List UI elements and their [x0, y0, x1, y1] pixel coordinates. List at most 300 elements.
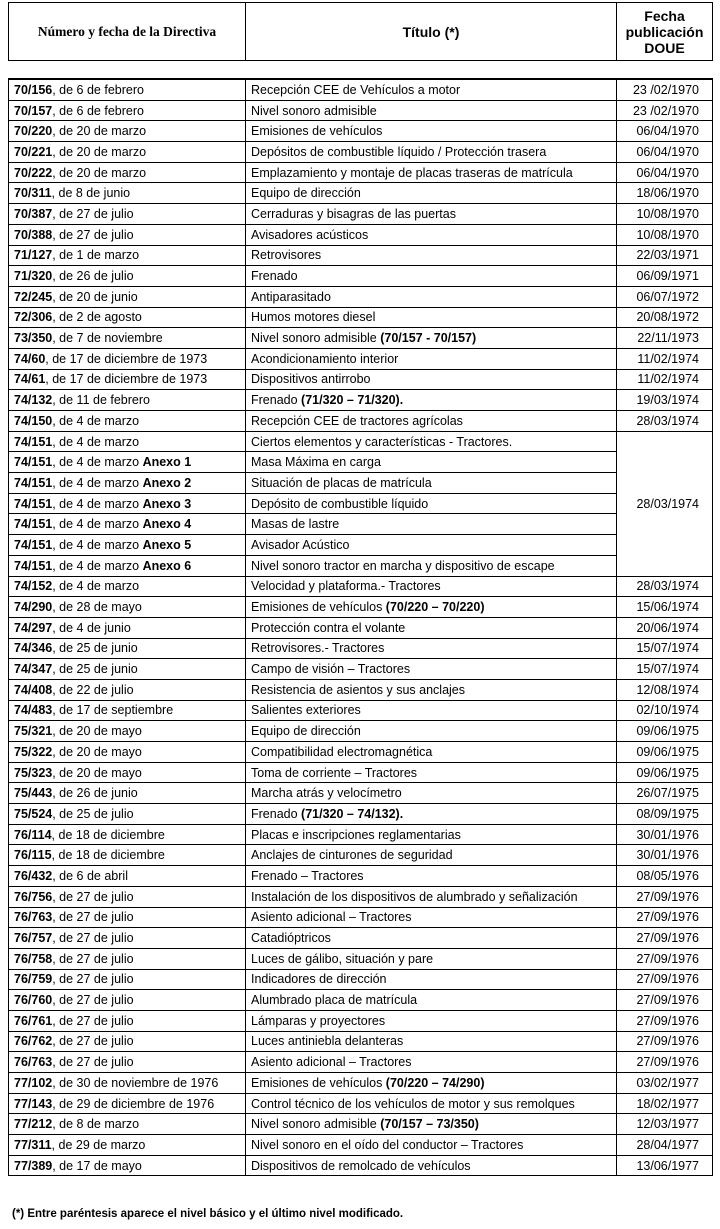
title-cell: [246, 245, 617, 266]
directive-anexo: Anexo 6: [142, 558, 192, 573]
directive-cell: [9, 638, 246, 659]
directive-number: 76/432: [14, 868, 53, 883]
title-cell: [246, 1114, 617, 1135]
publication-date: 28/03/1974: [617, 411, 713, 432]
title-text: Toma de corriente – Tractores: [251, 765, 418, 780]
directive-date-text: , de 6 de abril: [52, 868, 128, 883]
directive-cell: [9, 121, 246, 142]
title-cell: [246, 266, 617, 287]
title-cell: [246, 162, 617, 183]
title-text: Depósitos de combustible líquido / Protección trasera: [251, 144, 547, 159]
table-row: [9, 473, 713, 494]
directive-date-text: , de 29 de diciembre de 1976: [52, 1096, 215, 1111]
title-levels: (71/320 – 74/132).: [301, 806, 404, 821]
directives-table: [8, 78, 713, 1176]
title-text: Campo de visión – Tractores: [251, 662, 411, 677]
directive-date-text: , de 25 de junio: [52, 641, 138, 656]
title-cell: [246, 1155, 617, 1176]
directive-number: 74/61: [14, 372, 46, 387]
directive-date-text: , de 8 de junio: [51, 186, 131, 201]
directive-cell: [9, 721, 246, 742]
title-cell: [246, 576, 617, 597]
title-text: Dispositivos antirrobo: [251, 372, 371, 387]
table-row: [9, 286, 713, 307]
directive-number: 76/115: [14, 848, 52, 863]
directive-date-text: , de 27 de julio: [52, 1034, 134, 1049]
directive-date-text: , de 27 de julio: [52, 993, 134, 1008]
directive-cell: [9, 679, 246, 700]
directive-date-text: , de 18 de diciembre: [51, 827, 165, 842]
table-row: [9, 969, 713, 990]
title-cell: [246, 1031, 617, 1052]
directive-cell: [9, 473, 246, 494]
title-cell: [246, 535, 617, 556]
title-cell: [246, 783, 617, 804]
publication-date: 27/09/1976: [617, 990, 713, 1011]
directive-date-text: , de 27 de julio: [52, 1055, 134, 1070]
title-cell: [246, 555, 617, 576]
directive-date-text: , de 4 de marzo: [52, 475, 143, 490]
table-row: [9, 493, 713, 514]
directive-date-text: , de 27 de julio: [52, 1013, 134, 1028]
table-row: [9, 535, 713, 556]
title-cell: [246, 700, 617, 721]
title-cell: [246, 100, 617, 121]
directive-date-text: , de 4 de marzo: [52, 537, 143, 552]
directive-number: 71/127: [14, 248, 53, 263]
directive-cell: [9, 431, 246, 452]
title-cell: [246, 679, 617, 700]
table-row: [9, 617, 713, 638]
table-row: [9, 659, 713, 680]
table-row: [9, 245, 713, 266]
title-text: Dispositivos de remolcado de vehículos: [251, 1158, 471, 1173]
title-cell: [246, 121, 617, 142]
title-cell: [246, 1073, 617, 1094]
directive-cell: [9, 742, 246, 763]
title-text: Frenado: [251, 806, 302, 821]
title-cell: [246, 286, 617, 307]
directive-date-text: , de 17 de septiembre: [52, 703, 174, 718]
directive-number: 74/152: [14, 579, 53, 594]
directive-date-text: , de 26 de junio: [52, 786, 138, 801]
directive-date-text: , de 4 de junio: [52, 620, 131, 635]
directive-cell: [9, 142, 246, 163]
publication-date: 18/02/1977: [617, 1093, 713, 1114]
table-row: [9, 1073, 713, 1094]
title-cell: [246, 866, 617, 887]
directive-date-text: , de 4 de marzo: [52, 496, 143, 511]
title-text: Recepción CEE de Vehículos a motor: [251, 82, 461, 97]
title-text: Instalación de los dispositivos de alumbrado y señalización: [251, 889, 578, 904]
table-row: [9, 121, 713, 142]
table-row: [9, 1010, 713, 1031]
table-row: [9, 204, 713, 225]
publication-date: 18/06/1970: [617, 183, 713, 204]
directive-cell: [9, 617, 246, 638]
directive-number: 71/320: [14, 269, 53, 284]
directive-anexo: Anexo 3: [142, 496, 192, 511]
directive-date-text: , de 17 de diciembre de 1973: [45, 372, 208, 387]
directive-cell: [9, 266, 246, 287]
directive-cell: [9, 452, 246, 473]
table-row: [9, 1135, 713, 1156]
title-text: Acondicionamiento interior: [251, 351, 399, 366]
directive-number: 74/151: [14, 496, 53, 511]
publication-date: 23 /02/1970: [617, 100, 713, 121]
directive-cell: [9, 1010, 246, 1031]
table-row: [9, 804, 713, 825]
title-cell: [246, 824, 617, 845]
table-row: [9, 1114, 713, 1135]
directive-date-text: , de 11 de febrero: [52, 393, 150, 408]
directive-date-text: , de 20 de junio: [52, 289, 138, 304]
table-row: [9, 783, 713, 804]
directive-number: 70/221: [14, 144, 53, 159]
title-levels: (70/220 – 70/220): [385, 600, 485, 615]
title-cell: [246, 431, 617, 452]
directive-number: 74/151: [14, 434, 53, 449]
publication-date: 22/03/1971: [617, 245, 713, 266]
title-text: Equipo de dirección: [251, 724, 361, 739]
directive-date-text: , de 4 de marzo: [52, 579, 140, 594]
title-cell: [246, 1135, 617, 1156]
publication-date: 06/04/1970: [617, 121, 713, 142]
title-text: Masas de lastre: [251, 517, 340, 532]
directive-date-text: , de 4 de marzo: [52, 455, 143, 470]
directive-cell: [9, 886, 246, 907]
directive-cell: [9, 204, 246, 225]
directive-date-text: , de 17 de mayo: [52, 1158, 142, 1173]
directive-cell: [9, 845, 246, 866]
publication-date: 12/03/1977: [617, 1114, 713, 1135]
publication-date: 08/05/1976: [617, 866, 713, 887]
publication-date: 27/09/1976: [617, 948, 713, 969]
title-levels: (70/157 - 70/157): [380, 331, 477, 346]
directive-number: 70/387: [14, 206, 53, 221]
title-cell: [246, 721, 617, 742]
directive-number: 72/245: [14, 289, 53, 304]
title-cell: [246, 845, 617, 866]
directive-date-text: , de 7 de noviembre: [52, 331, 163, 346]
table-row: [9, 224, 713, 245]
title-cell: [246, 307, 617, 328]
directive-number: 72/306: [14, 310, 53, 325]
title-text: Nivel sonoro en el oído del conductor – Tractores: [251, 1137, 524, 1152]
title-text: Emisiones de vehículos: [251, 124, 383, 139]
title-text: Nivel sonoro admisible: [251, 331, 381, 346]
title-levels: (70/220 – 74/290): [385, 1075, 485, 1090]
title-text: Emplazamiento y montaje de placas traseras de matrícula: [251, 165, 573, 180]
directive-date-text: , de 20 de mayo: [52, 724, 142, 739]
directive-number: 70/157: [14, 103, 53, 118]
directive-number: 74/483: [14, 703, 53, 718]
directive-number: 76/756: [14, 889, 53, 904]
title-cell: [246, 617, 617, 638]
title-text: Retrovisores: [251, 248, 322, 263]
title-cell: [246, 452, 617, 473]
publication-date: 28/04/1977: [617, 1135, 713, 1156]
directive-number: 74/60: [14, 351, 46, 366]
table-row: [9, 948, 713, 969]
table-row: [9, 1052, 713, 1073]
title-text: Ciertos elementos y características - Tractores.: [251, 434, 513, 449]
directive-date-text: , de 6 de febrero: [52, 82, 144, 97]
publication-date: 09/06/1975: [617, 762, 713, 783]
table-row: [9, 555, 713, 576]
directive-date-text: , de 20 de mayo: [52, 765, 142, 780]
header-titulo: Título (*): [246, 3, 617, 61]
directive-cell: [9, 1073, 246, 1094]
table-row: [9, 100, 713, 121]
directive-number: 70/388: [14, 227, 53, 242]
table-row: [9, 824, 713, 845]
directive-cell: [9, 990, 246, 1011]
directive-date-text: , de 20 de marzo: [52, 124, 147, 139]
directive-cell: [9, 1114, 246, 1135]
title-cell: [246, 638, 617, 659]
directive-cell: [9, 514, 246, 535]
title-text: Humos motores diesel: [251, 310, 376, 325]
publication-date: 10/08/1970: [617, 224, 713, 245]
directive-cell: [9, 307, 246, 328]
directive-date-text: , de 30 de noviembre de 1976: [52, 1075, 219, 1090]
publication-date: 06/09/1971: [617, 266, 713, 287]
directive-date-text: , de 27 de julio: [52, 206, 134, 221]
title-cell: [246, 804, 617, 825]
directive-cell: [9, 907, 246, 928]
title-text: Frenado – Tractores: [251, 868, 364, 883]
table-row: [9, 79, 713, 100]
directive-number: 76/114: [14, 827, 52, 842]
directive-number: 75/524: [14, 806, 53, 821]
directive-cell: [9, 824, 246, 845]
directive-cell: [9, 597, 246, 618]
directive-date-text: , de 1 de marzo: [52, 248, 140, 263]
title-cell: [246, 473, 617, 494]
directive-date-text: , de 2 de agosto: [52, 310, 142, 325]
table-row: [9, 328, 713, 349]
header-fecha-line3: DOUE: [644, 39, 685, 56]
directive-date-text: , de 29 de marzo: [51, 1137, 146, 1152]
publication-date: 27/09/1976: [617, 1052, 713, 1073]
table-row: [9, 411, 713, 432]
table-row: [9, 431, 713, 452]
directive-cell: [9, 224, 246, 245]
table-row: [9, 845, 713, 866]
publication-date: 27/09/1976: [617, 907, 713, 928]
title-text: Luces de gálibo, situación y pare: [251, 951, 434, 966]
table-row: [9, 369, 713, 390]
table-row: [9, 390, 713, 411]
publication-date: 09/06/1975: [617, 721, 713, 742]
directive-number: 74/151: [14, 475, 53, 490]
publication-date: 28/03/1974: [617, 431, 713, 576]
table-row: [9, 886, 713, 907]
title-text: Masa Máxima en carga: [251, 455, 381, 470]
directive-number: 76/759: [14, 972, 53, 987]
publication-date: 27/09/1976: [617, 969, 713, 990]
title-cell: [246, 907, 617, 928]
title-cell: [246, 597, 617, 618]
directive-number: 74/151: [14, 455, 53, 470]
directive-number: 74/408: [14, 682, 53, 697]
directive-date-text: , de 4 de marzo: [52, 558, 143, 573]
publication-date: 06/07/1972: [617, 286, 713, 307]
title-text: Resistencia de asientos y sus anclajes: [251, 682, 466, 697]
directive-cell: [9, 866, 246, 887]
title-cell: [246, 762, 617, 783]
directive-number: 76/763: [14, 1055, 53, 1070]
table-row: [9, 907, 713, 928]
publication-date: 15/07/1974: [617, 638, 713, 659]
publication-date: 19/03/1974: [617, 390, 713, 411]
directive-cell: [9, 162, 246, 183]
directive-cell: [9, 535, 246, 556]
directive-number: 75/321: [14, 724, 53, 739]
directive-cell: [9, 1052, 246, 1073]
title-cell: [246, 514, 617, 535]
directive-date-text: , de 27 de julio: [52, 910, 134, 925]
directive-date-text: , de 20 de marzo: [52, 165, 147, 180]
publication-date: 12/08/1974: [617, 679, 713, 700]
title-cell: [246, 204, 617, 225]
directive-cell: [9, 928, 246, 949]
title-cell: [246, 411, 617, 432]
table-row: [9, 638, 713, 659]
title-text: Lámparas y proyectores: [251, 1013, 386, 1028]
title-cell: [246, 369, 617, 390]
title-cell: [246, 348, 617, 369]
directive-anexo: Anexo 1: [142, 455, 192, 470]
title-text: Cerraduras y bisagras de las puertas: [251, 206, 456, 221]
publication-date: 20/08/1972: [617, 307, 713, 328]
directive-date-text: , de 20 de marzo: [52, 144, 147, 159]
directive-date-text: , de 27 de julio: [52, 889, 134, 904]
directive-number: 73/350: [14, 331, 53, 346]
title-text: Salientes exteriores: [251, 703, 361, 718]
directive-anexo: Anexo 4: [142, 517, 192, 532]
directive-number: 70/156: [14, 82, 53, 97]
directive-cell: [9, 328, 246, 349]
title-levels: (70/157 – 73/350): [380, 1117, 479, 1132]
directive-date-text: , de 8 de marzo: [52, 1117, 140, 1132]
directive-number: 74/347: [14, 662, 53, 677]
title-text: Retrovisores.- Tractores: [251, 641, 385, 656]
directive-cell: [9, 555, 246, 576]
table-row: [9, 183, 713, 204]
table-row: [9, 990, 713, 1011]
title-text: Nivel sonoro admisible: [251, 1117, 381, 1132]
directive-cell: [9, 1135, 246, 1156]
directive-cell: [9, 948, 246, 969]
table-row: [9, 700, 713, 721]
table-row: [9, 866, 713, 887]
directive-number: 76/758: [14, 951, 53, 966]
directive-cell: [9, 493, 246, 514]
directive-date-text: , de 27 de julio: [52, 931, 134, 946]
publication-date: 13/06/1977: [617, 1155, 713, 1176]
directive-number: 75/322: [14, 744, 53, 759]
directive-number: 77/143: [14, 1096, 53, 1111]
directive-cell: [9, 1093, 246, 1114]
directive-number: 76/763: [14, 910, 53, 925]
title-text: Emisiones de vehículos: [251, 1075, 386, 1090]
title-cell: [246, 948, 617, 969]
directive-number: 77/212: [14, 1117, 53, 1132]
title-cell: [246, 183, 617, 204]
table-row: [9, 597, 713, 618]
directive-date-text: , de 25 de junio: [52, 662, 138, 677]
header-fecha-line1: Fecha: [644, 7, 685, 24]
directive-cell: [9, 1155, 246, 1176]
title-cell: [246, 1010, 617, 1031]
directive-number: 70/311: [14, 186, 52, 201]
publication-date: 26/07/1975: [617, 783, 713, 804]
table-row: [9, 1031, 713, 1052]
directive-cell: [9, 100, 246, 121]
title-cell: [246, 1052, 617, 1073]
table-row: [9, 266, 713, 287]
table-row: [9, 742, 713, 763]
directive-number: 74/151: [14, 537, 53, 552]
title-text: Frenado: [251, 269, 298, 284]
directive-cell: [9, 369, 246, 390]
title-text: Control técnico de los vehículos de motor y sus remolques: [251, 1096, 575, 1111]
publication-date: 30/01/1976: [617, 824, 713, 845]
directive-cell: [9, 783, 246, 804]
title-text: Marcha atrás y velocímetro: [251, 786, 402, 801]
title-text: Situación de placas de matrícula: [251, 475, 432, 490]
title-text: Emisiones de vehículos: [251, 600, 386, 615]
directive-date-text: , de 18 de diciembre: [51, 848, 165, 863]
footnote: (*) Entre paréntesis aparece el nivel básico y el último nivel modificado.: [12, 1208, 404, 1220]
directive-number: 77/102: [14, 1075, 53, 1090]
header-numero: Número y fecha de la Directiva: [9, 3, 246, 61]
publication-date: 06/04/1970: [617, 142, 713, 163]
publication-date: 11/02/1974: [617, 348, 713, 369]
directive-cell: [9, 1031, 246, 1052]
title-text: Frenado: [251, 393, 302, 408]
title-cell: [246, 328, 617, 349]
directive-date-text: , de 4 de marzo: [52, 413, 140, 428]
publication-date: 27/09/1976: [617, 886, 713, 907]
publication-date: 20/06/1974: [617, 617, 713, 638]
directive-number: 77/389: [14, 1158, 53, 1173]
directive-anexo: Anexo 5: [142, 537, 192, 552]
title-text: Avisadores acústicos: [251, 227, 369, 242]
table-row: [9, 928, 713, 949]
title-cell: [246, 659, 617, 680]
directive-number: 76/761: [14, 1013, 53, 1028]
title-cell: [246, 79, 617, 100]
directive-number: 70/222: [14, 165, 53, 180]
publication-date: 22/11/1973: [617, 328, 713, 349]
directive-cell: [9, 245, 246, 266]
directive-date-text: , de 22 de julio: [52, 682, 134, 697]
directive-number: 76/757: [14, 931, 53, 946]
table-header: [8, 2, 713, 61]
table-row: [9, 162, 713, 183]
directive-cell: [9, 659, 246, 680]
title-text: Nivel sonoro admisible: [251, 103, 377, 118]
directive-date-text: , de 17 de diciembre de 1973: [45, 351, 208, 366]
table-row: [9, 679, 713, 700]
directive-cell: [9, 969, 246, 990]
publication-date: 27/09/1976: [617, 1031, 713, 1052]
directive-cell: [9, 576, 246, 597]
directive-date-text: , de 6 de febrero: [52, 103, 144, 118]
